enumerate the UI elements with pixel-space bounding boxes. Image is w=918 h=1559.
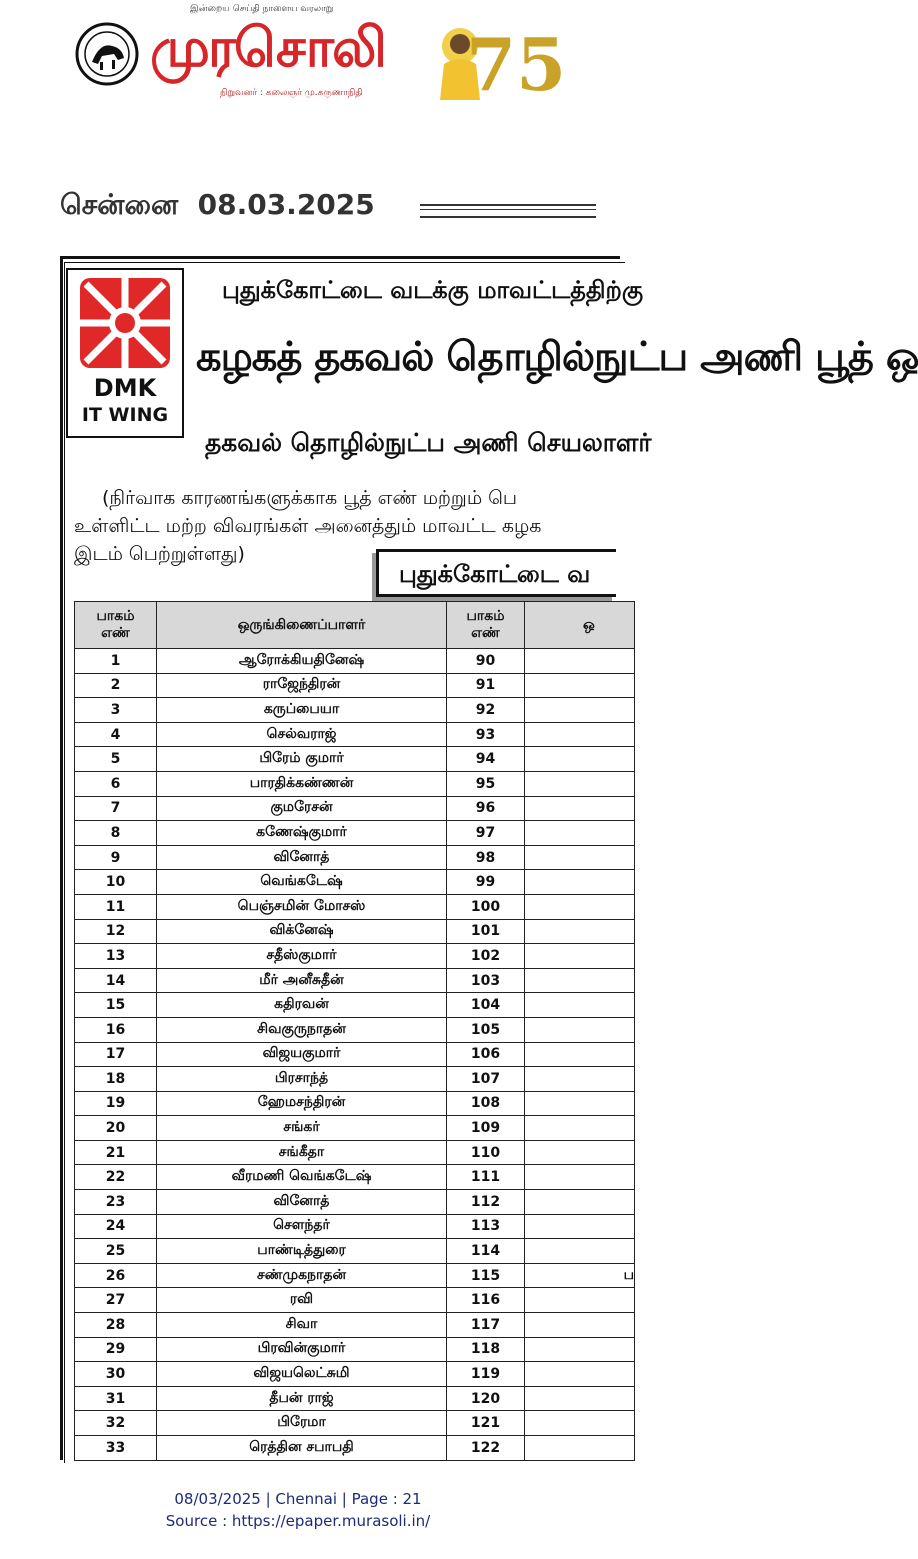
cell-coordinator-2: [525, 1017, 635, 1042]
table-row: [75, 1140, 635, 1165]
cell-part-number: 9: [75, 845, 157, 870]
article-note-line-3: இடம் பெற்றுள்ளது): [74, 543, 245, 565]
cell-part-number-2: 113: [447, 1214, 525, 1239]
cell-part-number: 2: [75, 673, 157, 698]
cell-part-number-2: 114: [447, 1239, 525, 1264]
table-row: [75, 894, 635, 919]
cell-part-number-2: 117: [447, 1313, 525, 1338]
cell-coordinator-2: [525, 796, 635, 821]
dateline: [60, 188, 375, 225]
cell-part-number-2: 98: [447, 845, 525, 870]
cell-coordinator: சதீஸ்குமார்: [157, 944, 447, 969]
cell-coordinator-2: [525, 673, 635, 698]
cell-part-number-2: 108: [447, 1091, 525, 1116]
cell-part-number: 8: [75, 821, 157, 846]
cell-part-number-2: 109: [447, 1116, 525, 1141]
cell-coordinator: விஜயலெட்சுமி: [157, 1362, 447, 1387]
cell-coordinator-2: [525, 1239, 635, 1264]
party-emblem-icon: [72, 22, 142, 86]
cell-coordinator-2: [525, 1165, 635, 1190]
table-row: [75, 747, 635, 772]
table-row: [75, 1190, 635, 1215]
cell-coordinator: ரவி: [157, 1288, 447, 1313]
cell-part-number: 29: [75, 1337, 157, 1362]
cell-part-number-2: 120: [447, 1386, 525, 1411]
dateline-rule: [420, 204, 596, 218]
cell-coordinator-2: [525, 1067, 635, 1092]
cell-part-number: 21: [75, 1140, 157, 1165]
cell-coordinator-2: [525, 649, 635, 674]
article-heading-1: புதுக்கோட்டை வடக்கு மாவட்டத்திற்கு: [222, 276, 644, 304]
table-row: [75, 1263, 635, 1288]
cell-coordinator-2: [525, 870, 635, 895]
cell-coordinator-2: [525, 968, 635, 993]
table-row: [75, 1362, 635, 1387]
cell-coordinator: பிரவின்குமார்: [157, 1337, 447, 1362]
cell-coordinator-2: [525, 747, 635, 772]
header-coordinator-2: ஒ: [525, 602, 635, 649]
cell-part-number: 24: [75, 1214, 157, 1239]
cell-part-number: 23: [75, 1190, 157, 1215]
cell-coordinator: செல்வராஜ்: [157, 722, 447, 747]
cell-coordinator: விஜயகுமார்: [157, 1042, 447, 1067]
table-row: [75, 796, 635, 821]
table-row: [75, 993, 635, 1018]
cell-part-number-2: 95: [447, 771, 525, 796]
cell-coordinator-2: [525, 1337, 635, 1362]
cell-coordinator: கதிரவன்: [157, 993, 447, 1018]
cell-part-number-2: 122: [447, 1436, 525, 1461]
cell-part-number-2: 102: [447, 944, 525, 969]
article-heading-3: தகவல் தொழில்நுட்ப அணி செயலாளர்: [205, 428, 652, 457]
cell-part-number: 1: [75, 649, 157, 674]
cell-coordinator-2: [525, 722, 635, 747]
cell-part-number: 19: [75, 1091, 157, 1116]
cell-coordinator: தீபன் ராஜ்: [157, 1386, 447, 1411]
cell-coordinator-2: [525, 944, 635, 969]
cell-part-number: 11: [75, 894, 157, 919]
cell-part-number-2: 92: [447, 698, 525, 723]
cell-coordinator: பிரசாந்த்: [157, 1067, 447, 1092]
cell-coordinator: சங்கீதா: [157, 1140, 447, 1165]
sun-rays-icon: [80, 278, 170, 368]
cell-coordinator: சிவகுருநாதன்: [157, 1017, 447, 1042]
cell-part-number: 25: [75, 1239, 157, 1264]
cell-coordinator-2: [525, 845, 635, 870]
table-row: [75, 722, 635, 747]
brand-founder: நிறுவனர் : கலைஞர் மு.கருணாநிதி: [220, 88, 363, 98]
cell-coordinator-2: [525, 1190, 635, 1215]
cell-part-number-2: 118: [447, 1337, 525, 1362]
table-row: [75, 1091, 635, 1116]
cell-coordinator: சிவா: [157, 1313, 447, 1338]
cell-coordinator: பாண்டித்துரை: [157, 1239, 447, 1264]
cell-coordinator-2: [525, 993, 635, 1018]
table-row: [75, 1288, 635, 1313]
cell-coordinator: பாரதிக்கண்ணன்: [157, 771, 447, 796]
cell-part-number: 18: [75, 1067, 157, 1092]
table-row: [75, 1436, 635, 1461]
table-row: [75, 968, 635, 993]
cell-coordinator-2: [525, 1091, 635, 1116]
table-row: [75, 698, 635, 723]
cell-part-number-2: 94: [447, 747, 525, 772]
dmk-it-wing-logo: [66, 268, 184, 438]
cell-coordinator-2: [525, 1140, 635, 1165]
cell-part-number: 6: [75, 771, 157, 796]
table-header-row: [75, 602, 635, 649]
cell-part-number-2: 103: [447, 968, 525, 993]
table-row: [75, 1411, 635, 1436]
district-label-box: [376, 549, 616, 597]
cell-coordinator-2: [525, 698, 635, 723]
dateline-city: சென்னை: [60, 188, 179, 221]
table-row: [75, 1165, 635, 1190]
table-row: [75, 870, 635, 895]
cell-part-number-2: 97: [447, 821, 525, 846]
cell-coordinator: வினோத்: [157, 845, 447, 870]
cell-part-number-2: 91: [447, 673, 525, 698]
masthead-tagline: இன்றைய செய்தி நாளைய வரலாறு: [190, 4, 334, 14]
footer-edition-line: 08/03/2025 | Chennai | Page : 21: [174, 1490, 422, 1508]
cell-coordinator: வெங்கடேஷ்: [157, 870, 447, 895]
cell-part-number: 17: [75, 1042, 157, 1067]
cell-coordinator: ராஜேந்திரன்: [157, 673, 447, 698]
cell-part-number-2: 101: [447, 919, 525, 944]
table-row: [75, 1337, 635, 1362]
cell-part-number-2: 96: [447, 796, 525, 821]
cell-part-number: 15: [75, 993, 157, 1018]
cell-coordinator: கருப்பையா: [157, 698, 447, 723]
district-label: புதுக்கோட்டை வ: [399, 560, 591, 588]
cell-part-number: 31: [75, 1386, 157, 1411]
cell-part-number-2: 121: [447, 1411, 525, 1436]
cell-part-number: 26: [75, 1263, 157, 1288]
table-row: [75, 771, 635, 796]
cell-part-number-2: 115: [447, 1263, 525, 1288]
cell-part-number-2: 116: [447, 1288, 525, 1313]
cell-coordinator: ஹேமசந்திரன்: [157, 1091, 447, 1116]
cell-coordinator-2: [525, 1386, 635, 1411]
cell-coordinator-2: [525, 1362, 635, 1387]
cell-part-number-2: 104: [447, 993, 525, 1018]
cell-coordinator: சங்கர்: [157, 1116, 447, 1141]
table-row: [75, 1386, 635, 1411]
booth-coordinator-table: [74, 601, 635, 1461]
cell-part-number: 3: [75, 698, 157, 723]
cell-part-number-2: 90: [447, 649, 525, 674]
cell-coordinator: பெஞ்சமின் மோசஸ்: [157, 894, 447, 919]
logo-text-dmk: DMK: [93, 374, 157, 402]
cell-part-number-2: 111: [447, 1165, 525, 1190]
cell-coordinator: வினோத்: [157, 1190, 447, 1215]
cell-part-number: 32: [75, 1411, 157, 1436]
cell-coordinator-2: [525, 1214, 635, 1239]
cell-coordinator-2: [525, 1436, 635, 1461]
cell-part-number: 7: [75, 796, 157, 821]
table-row: [75, 1017, 635, 1042]
table-row: [75, 1214, 635, 1239]
cell-part-number: 30: [75, 1362, 157, 1387]
cell-part-number-2: 112: [447, 1190, 525, 1215]
cell-coordinator: ஆரோக்கியதினேஷ்: [157, 649, 447, 674]
cell-part-number-2: 107: [447, 1067, 525, 1092]
cell-coordinator-2: [525, 1042, 635, 1067]
cell-coordinator-2: [525, 919, 635, 944]
cell-part-number: 5: [75, 747, 157, 772]
cell-part-number: 28: [75, 1313, 157, 1338]
cell-part-number: 13: [75, 944, 157, 969]
cell-coordinator-2: [525, 821, 635, 846]
table-row: [75, 1116, 635, 1141]
cell-coordinator-2: [525, 771, 635, 796]
cell-coordinator-2: [525, 1288, 635, 1313]
cell-part-number-2: 105: [447, 1017, 525, 1042]
cell-coordinator: சண்முகநாதன்: [157, 1263, 447, 1288]
header-part-number: பாகம் எண்: [75, 602, 157, 649]
anniversary-number: 75: [466, 22, 567, 107]
anniversary-75-emblem-icon: [430, 4, 567, 107]
cell-part-number-2: 100: [447, 894, 525, 919]
table-row: [75, 673, 635, 698]
article-heading-2: கழகத் தகவல் தொழில்நுட்ப அணி பூத் ஒ: [196, 334, 918, 380]
article-note-line-2: உள்ளிட்ட மற்ற விவரங்கள் அனைத்தும் மாவட்ட கழக: [74, 515, 542, 537]
cell-part-number: 22: [75, 1165, 157, 1190]
cell-part-number: 12: [75, 919, 157, 944]
cell-part-number-2: 110: [447, 1140, 525, 1165]
cell-coordinator: வீரமணி வெங்கடேஷ்: [157, 1165, 447, 1190]
dateline-date: 08.03.2025: [197, 188, 375, 221]
cell-coordinator-2: [525, 894, 635, 919]
table-row: [75, 845, 635, 870]
logo-text-it-wing: IT WING: [81, 404, 169, 426]
table-row: [75, 1067, 635, 1092]
cell-coordinator-2: ப: [525, 1263, 635, 1288]
table-row: [75, 649, 635, 674]
cell-part-number-2: 119: [447, 1362, 525, 1387]
header-part-number-2: பாகம் எண்: [447, 602, 525, 649]
table-row: [75, 1239, 635, 1264]
table-row: [75, 821, 635, 846]
cell-part-number: 33: [75, 1436, 157, 1461]
cell-coordinator: குமரேசன்: [157, 796, 447, 821]
header-coordinator: ஒருங்கிணைப்பாளர்: [157, 602, 447, 649]
cell-coordinator: பிரேம் குமார்: [157, 747, 447, 772]
article-note-line-1: (நிர்வாக காரணங்களுக்காக பூத் எண் மற்றும் பெ: [102, 487, 518, 509]
cell-part-number: 20: [75, 1116, 157, 1141]
cell-part-number: 14: [75, 968, 157, 993]
table-row: [75, 1042, 635, 1067]
cell-coordinator-2: [525, 1116, 635, 1141]
cell-coordinator-2: [525, 1411, 635, 1436]
cell-coordinator: மீர் அனீசுதீன்: [157, 968, 447, 993]
cell-part-number: 16: [75, 1017, 157, 1042]
cell-coordinator: கணேஷ்குமார்: [157, 821, 447, 846]
cell-coordinator: சௌந்தர்: [157, 1214, 447, 1239]
cell-coordinator: விக்னேஷ்: [157, 919, 447, 944]
cell-coordinator: பிரேமா: [157, 1411, 447, 1436]
cell-part-number-2: 106: [447, 1042, 525, 1067]
dateline-rule-inner: [420, 209, 596, 210]
cell-part-number: 27: [75, 1288, 157, 1313]
cell-coordinator-2: [525, 1313, 635, 1338]
footer-source-line: Source : https://epaper.murasoli.in/: [165, 1512, 431, 1530]
cell-part-number: 4: [75, 722, 157, 747]
table-row: [75, 944, 635, 969]
page-footer: [0, 1488, 596, 1532]
table-row: [75, 1313, 635, 1338]
cell-part-number-2: 93: [447, 722, 525, 747]
cell-part-number-2: 99: [447, 870, 525, 895]
newspaper-brand: முரசொலி: [150, 16, 385, 79]
cell-part-number: 10: [75, 870, 157, 895]
table-row: [75, 919, 635, 944]
cell-coordinator: ரெத்தின சபாபதி: [157, 1436, 447, 1461]
